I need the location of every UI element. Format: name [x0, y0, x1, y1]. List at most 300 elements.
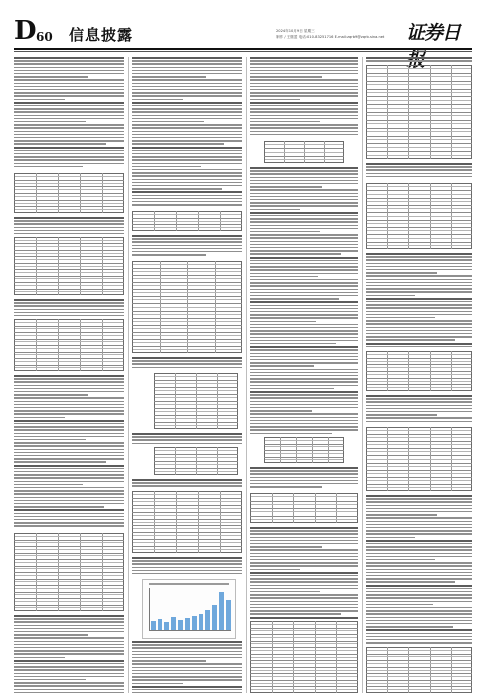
text-line [366, 311, 472, 312]
text-line [14, 477, 124, 478]
table-row-line [132, 546, 242, 547]
text-line [366, 307, 472, 308]
table-cell-text [155, 425, 237, 426]
table-cell-text [15, 259, 123, 260]
header-date: 2024年10月9日 星期三 [276, 29, 315, 33]
text-line [132, 663, 242, 664]
text-line [366, 559, 435, 560]
text-line [366, 620, 472, 621]
text-line [366, 610, 472, 611]
table-col-line [387, 65, 388, 159]
table-row-line [250, 628, 358, 629]
table-row-line [250, 641, 358, 642]
table-row-line [14, 193, 124, 194]
text-line [250, 231, 320, 232]
text-line [132, 195, 242, 196]
text-line [14, 439, 86, 440]
table-cell-text [133, 264, 241, 265]
text-line [250, 601, 358, 602]
table-cell-text [15, 253, 123, 254]
text-line [366, 553, 472, 554]
table-col-line [58, 533, 59, 611]
text-line [366, 253, 472, 255]
table-cell-text [133, 307, 241, 308]
table-cell-text [367, 131, 471, 132]
table-row-line [14, 585, 124, 586]
table-cell-text [133, 292, 241, 293]
text-line [250, 356, 358, 357]
text-line [132, 86, 242, 87]
text-line [366, 398, 472, 399]
text-line [366, 291, 472, 292]
table-cell-text [367, 459, 471, 460]
table-row-line [366, 136, 472, 137]
table-cell-text [265, 446, 343, 447]
table-row-line [366, 190, 472, 191]
column-divider [246, 57, 247, 693]
text-line [14, 312, 124, 313]
table-cell-text [15, 601, 123, 602]
text-line [14, 105, 124, 106]
text-line [366, 581, 455, 582]
table-cell-text [265, 453, 343, 454]
table-cell-text [367, 487, 471, 488]
table-cell-text [251, 624, 357, 625]
text-line [132, 60, 242, 61]
text-line [14, 647, 124, 648]
text-line [14, 163, 124, 164]
text-line [132, 134, 242, 135]
text-line [14, 410, 124, 411]
text-line [14, 143, 106, 144]
text-line [250, 591, 320, 592]
text-line [132, 163, 242, 164]
table-row-line [14, 592, 124, 593]
table-cell-text [155, 418, 237, 419]
text-line [250, 559, 358, 560]
text-line [132, 679, 242, 680]
table-row-line [250, 634, 358, 635]
text-line [14, 57, 124, 59]
text-line [132, 251, 242, 252]
text-line [366, 626, 453, 627]
text-line [250, 372, 358, 373]
text-line [14, 413, 124, 414]
table-row-line [250, 660, 358, 661]
data-table [14, 237, 124, 295]
text-line [14, 471, 124, 472]
text-line [366, 585, 472, 587]
text-line [14, 147, 124, 149]
text-line [132, 692, 242, 693]
text-line [250, 298, 339, 299]
text-line [250, 301, 358, 303]
column-3 [250, 57, 358, 693]
text-line [366, 613, 472, 614]
chart-bar [219, 592, 224, 630]
table-cell-text [15, 266, 123, 267]
table-cell-text [367, 155, 471, 156]
text-line [14, 516, 124, 517]
table-cell-text [133, 494, 241, 495]
text-line [366, 601, 472, 602]
text-line [250, 477, 358, 478]
text-line [366, 521, 472, 522]
text-line [132, 140, 242, 141]
text-line [250, 378, 358, 379]
table-row-line [366, 378, 472, 379]
text-line [14, 433, 124, 434]
text-line [366, 343, 472, 345]
text-line [132, 443, 242, 444]
text-line [250, 610, 358, 611]
text-line [366, 301, 472, 302]
text-line [250, 375, 358, 376]
text-line [14, 233, 124, 234]
text-line [250, 221, 358, 222]
table-row-line [264, 450, 344, 451]
text-line [14, 420, 124, 422]
table-cell-text [367, 444, 471, 445]
text-line [132, 76, 206, 77]
table-cell-text [367, 230, 471, 231]
table-row-line [14, 263, 124, 264]
text-line [250, 337, 358, 338]
text-line [250, 394, 358, 395]
table-cell-text [367, 238, 471, 239]
text-line [250, 189, 358, 190]
table-cell-text [367, 367, 471, 368]
table-cell-text [367, 473, 471, 474]
table-cell-text [251, 511, 357, 512]
text-line [250, 385, 358, 386]
table-cell-text [15, 272, 123, 273]
table-row-line [366, 151, 472, 152]
text-line [14, 621, 124, 622]
text-line [250, 353, 358, 354]
text-line [366, 537, 415, 538]
text-line [366, 572, 472, 573]
text-line [250, 530, 358, 531]
text-line [250, 401, 358, 402]
text-line [14, 513, 124, 514]
text-line [132, 179, 242, 180]
text-line [250, 537, 358, 538]
text-line [14, 302, 124, 303]
text-line [132, 121, 204, 122]
text-line [366, 339, 455, 340]
text-line [366, 263, 472, 264]
text-line [132, 57, 242, 59]
text-line [132, 557, 242, 559]
text-line [14, 315, 124, 316]
table-cell-text [367, 194, 471, 195]
text-line [366, 629, 472, 631]
text-line [366, 588, 472, 589]
text-line [366, 330, 472, 331]
text-line [14, 509, 124, 511]
table-row-line [366, 143, 472, 144]
text-line [132, 63, 242, 64]
text-line [366, 578, 472, 579]
table-cell-text [15, 341, 123, 342]
table-row-line [14, 598, 124, 599]
table-row-line [366, 242, 472, 243]
text-line [366, 269, 472, 270]
text-line [14, 375, 124, 377]
data-table [132, 491, 242, 553]
text-line [14, 401, 124, 402]
chart-bar [212, 605, 217, 630]
text-line [250, 234, 358, 235]
text-line [366, 505, 472, 506]
page-number: 60 [36, 30, 53, 44]
table-cell-text [133, 299, 241, 300]
table-row-line [366, 434, 472, 435]
text-line [132, 137, 242, 138]
text-line [250, 480, 358, 481]
text-line [132, 482, 242, 483]
text-line [132, 105, 242, 106]
text-line [132, 89, 242, 90]
text-line [250, 67, 358, 68]
table-row-line [14, 332, 124, 333]
table-row-line [14, 358, 124, 359]
text-line [366, 259, 472, 260]
text-line [14, 121, 86, 122]
text-line [366, 304, 472, 305]
text-line [132, 172, 242, 173]
text-line [14, 615, 124, 617]
text-line [366, 285, 472, 286]
text-line [366, 501, 472, 502]
text-line [132, 670, 242, 671]
text-line [14, 220, 124, 221]
data-table [14, 533, 124, 611]
table-col-line [36, 533, 37, 611]
text-line [14, 634, 88, 635]
text-line [250, 569, 300, 570]
text-line [250, 292, 358, 293]
text-line [132, 439, 242, 440]
table-row-line [366, 212, 472, 213]
text-line [250, 553, 358, 554]
text-line [14, 127, 124, 128]
text-line [250, 237, 358, 238]
bar-chart [142, 579, 236, 639]
text-line [14, 468, 124, 469]
text-line [250, 276, 318, 277]
text-line [132, 676, 242, 677]
table-row-line [366, 686, 472, 687]
text-line [250, 57, 358, 59]
text-line [250, 99, 300, 100]
table-row-line [14, 186, 124, 187]
table-cell-text [15, 203, 123, 204]
text-line [250, 420, 358, 421]
text-line [132, 102, 242, 104]
text-line [366, 623, 472, 624]
table-cell-text [15, 183, 123, 184]
table-row-line [14, 553, 124, 554]
table-cell-text [367, 374, 471, 375]
data-table [264, 141, 344, 163]
text-line [132, 118, 242, 119]
table-cell-text [133, 221, 241, 222]
text-line [366, 633, 472, 634]
text-line [14, 525, 124, 526]
text-line [14, 223, 124, 224]
text-line [132, 363, 242, 364]
text-line [250, 193, 358, 194]
table-cell-text [155, 411, 237, 412]
column-4 [366, 57, 472, 693]
text-line [250, 183, 358, 184]
table-cell-text [133, 214, 241, 215]
text-line [132, 563, 242, 564]
text-line [132, 175, 242, 176]
table-cell-text [367, 92, 471, 93]
text-line [14, 679, 86, 680]
text-line [366, 533, 472, 534]
text-line [132, 660, 206, 661]
table-row-line [14, 339, 124, 340]
column-divider [362, 57, 363, 693]
text-line [366, 279, 472, 280]
text-line [132, 367, 242, 368]
text-line [132, 654, 242, 655]
table-row-line [366, 112, 472, 113]
table-cell-text [367, 115, 471, 116]
table-row-line [14, 269, 124, 270]
text-line [250, 92, 358, 93]
table-col-line [80, 319, 81, 371]
text-line [132, 644, 242, 645]
text-line [250, 247, 358, 248]
chart-title-line [149, 583, 229, 585]
text-line [250, 546, 322, 547]
text-line [14, 378, 124, 379]
text-line [250, 423, 358, 424]
text-line [132, 254, 206, 255]
text-line [250, 413, 358, 414]
text-line [14, 653, 124, 654]
table-row-line [366, 358, 472, 359]
text-line [366, 511, 472, 512]
table-row-line [366, 120, 472, 121]
table-cell-text [15, 361, 123, 362]
text-line [14, 458, 124, 459]
text-line [132, 131, 242, 132]
text-line [250, 105, 358, 106]
masthead [14, 18, 472, 48]
text-line [132, 683, 183, 684]
table-row-line [14, 243, 124, 244]
text-line [132, 357, 242, 359]
text-line [14, 506, 104, 507]
text-line [250, 115, 358, 116]
text-line [250, 340, 358, 341]
text-line [132, 159, 242, 160]
text-line [250, 244, 358, 245]
table-cell-text [265, 459, 343, 460]
text-line [366, 527, 472, 528]
table-col-line [80, 533, 81, 611]
table-cell-text [251, 637, 357, 638]
text-line [132, 198, 242, 199]
header-meta [276, 28, 401, 40]
text-line [14, 449, 124, 450]
text-line [366, 556, 472, 557]
table-row-line [14, 546, 124, 547]
table-cell-text [367, 430, 471, 431]
text-line [14, 156, 124, 157]
text-line [14, 60, 124, 61]
table-cell-text [133, 342, 241, 343]
table-cell-text [15, 322, 123, 323]
table-row-line [264, 457, 344, 458]
chart-bar [226, 600, 231, 630]
table-row-line [14, 579, 124, 580]
text-line [366, 569, 472, 570]
table-cell-text [367, 100, 471, 101]
table-cell-text [251, 676, 357, 677]
text-line [14, 404, 124, 405]
text-line [14, 503, 124, 504]
text-line [250, 613, 341, 614]
text-line [132, 436, 242, 437]
table-cell-text [133, 501, 241, 502]
table-row-line [366, 680, 472, 681]
text-line [14, 397, 124, 398]
table-cell-text [133, 522, 241, 523]
text-line [250, 131, 358, 132]
text-line [14, 140, 124, 141]
text-line [14, 455, 124, 456]
text-line [250, 543, 358, 544]
table-row-line [132, 525, 242, 526]
newspaper-logo: 证券日 [406, 22, 461, 44]
text-line [14, 500, 124, 501]
text-line [366, 417, 472, 418]
text-line [14, 118, 124, 119]
column-divider [128, 57, 129, 693]
text-line [250, 604, 358, 605]
table-cell-text [367, 186, 471, 187]
text-line [250, 253, 341, 254]
text-line [250, 486, 322, 487]
text-line [132, 83, 242, 84]
table-cell-text [15, 354, 123, 355]
table-row-line [250, 508, 358, 509]
chart-x-axis [149, 630, 231, 631]
text-line [14, 83, 124, 84]
table-cell-text [251, 504, 357, 505]
table-row-line [366, 364, 472, 365]
data-table [154, 373, 238, 429]
table-cell-text [15, 278, 123, 279]
text-line [14, 111, 124, 112]
chart-bar [151, 621, 156, 630]
text-line [14, 481, 124, 482]
table-cell-text [265, 159, 343, 160]
text-line [14, 442, 124, 443]
text-line [14, 625, 124, 626]
text-line [250, 102, 358, 104]
table-row-line [366, 660, 472, 661]
text-line [250, 215, 358, 216]
text-line [366, 314, 472, 315]
